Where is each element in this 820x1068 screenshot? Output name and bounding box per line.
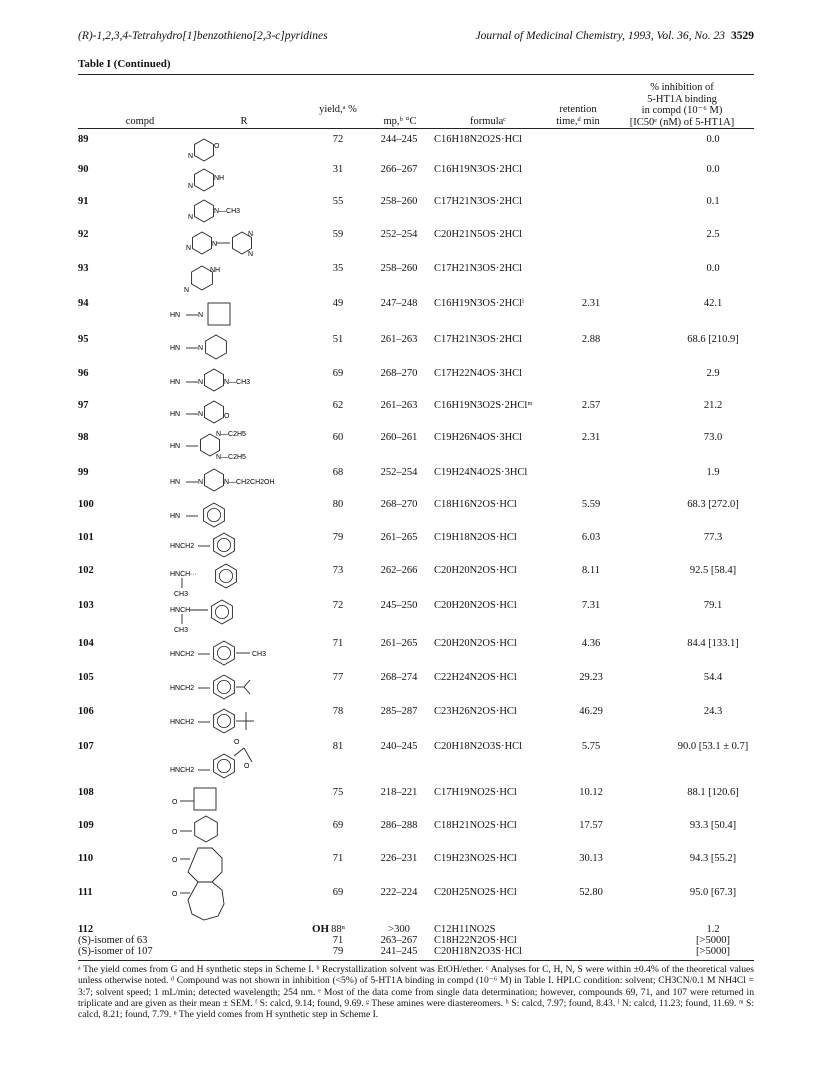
yield: 51 — [332, 334, 344, 345]
r-group-structure — [168, 636, 298, 666]
inhibition: 95.0 [67.3] — [689, 887, 737, 898]
svg-text:HNCH2: HNCH2 — [170, 719, 195, 726]
inhibition-line-1: % inhibition of — [650, 82, 714, 93]
col-header-compd: compd — [125, 116, 155, 127]
inhibition: 92.5 [58.4] — [689, 565, 737, 576]
compd-id: 107 — [78, 741, 94, 752]
retention-time: 2.31 — [581, 432, 601, 443]
yield: 78 — [332, 706, 344, 717]
svg-text:O: O — [172, 829, 178, 836]
svg-text:N: N — [198, 411, 204, 418]
svg-text:O: O — [224, 413, 230, 420]
structure-drawing — [168, 782, 298, 814]
col-header-retention: retention time,ᵈ min — [556, 104, 600, 127]
yield: 60 — [332, 432, 344, 443]
structure-drawing — [168, 228, 298, 258]
svg-text:HNCH2: HNCH2 — [170, 767, 195, 774]
formula: C19H23NO2S·HCl — [434, 853, 517, 864]
col-header-inhibition — [612, 82, 752, 128]
structure-drawing — [168, 297, 298, 329]
svg-text:NH: NH — [210, 267, 221, 274]
inhibition: 0.0 — [706, 134, 720, 145]
svg-text:N: N — [188, 183, 194, 190]
table-row — [78, 946, 754, 958]
retention-time: 7.31 — [581, 600, 601, 611]
structure-drawing — [168, 498, 298, 530]
formula: C18H16N2OS·HCl — [434, 499, 517, 510]
svg-text:N—C2H5: N—C2H5 — [216, 454, 246, 461]
r-group-structure — [168, 878, 298, 924]
formula: C18H22N2OS·HCl — [434, 935, 517, 946]
inhibition-line-4: [IC50ᵉ (nM) of 5-HT1A] — [629, 116, 735, 128]
inhibition: [>5000] — [696, 946, 730, 957]
svg-text:···: ··· — [190, 571, 197, 578]
melting-point: 252–254 — [380, 229, 418, 240]
compd-id: 98 — [78, 432, 89, 443]
structure-drawing — [168, 728, 298, 784]
svg-text:HN: HN — [170, 345, 181, 352]
melting-point: 244–245 — [380, 134, 418, 145]
melting-point: 285–287 — [380, 706, 418, 717]
compd-id: 92 — [78, 229, 89, 240]
compd-id: (S)-isomer of 107 — [78, 946, 153, 957]
melting-point: 258–260 — [380, 196, 418, 207]
compd-id: 99 — [78, 467, 89, 478]
retention-time: 46.29 — [579, 706, 603, 717]
compd-id: 90 — [78, 164, 89, 175]
svg-text:HN: HN — [170, 312, 181, 319]
svg-text:N—C2H5: N—C2H5 — [216, 431, 246, 438]
retention-time: 30.13 — [579, 853, 603, 864]
yield: 62 — [332, 400, 344, 411]
r-group-structure — [168, 197, 298, 225]
retention-time: 52.80 — [579, 887, 603, 898]
melting-point: 240–245 — [380, 741, 418, 752]
col-header-yield: yield,ᵃ % — [319, 104, 357, 115]
svg-text:N: N — [198, 312, 204, 319]
header-bottom-rule — [78, 128, 754, 129]
formula: C20H25NO2S·HCl — [434, 887, 517, 898]
inhibition: 2.9 — [706, 368, 720, 379]
formula: C16H18N2O2S·HCl — [434, 134, 523, 145]
svg-text:NH: NH — [214, 175, 225, 182]
yield: 88ⁿ — [331, 924, 345, 935]
formula: C19H24N4O2S·3HCl — [434, 467, 528, 478]
melting-point: 226–231 — [380, 853, 418, 864]
yield: 79 — [332, 946, 344, 957]
retention-time: 6.03 — [581, 532, 601, 543]
inhibition: [>5000] — [696, 935, 730, 946]
compd-id: 105 — [78, 672, 94, 683]
svg-text:N: N — [248, 251, 254, 258]
svg-text:HNCH: HNCH — [170, 607, 191, 614]
compd-id: 95 — [78, 334, 89, 345]
svg-text:CH3: CH3 — [252, 651, 267, 658]
inhibition: 24.3 — [703, 706, 723, 717]
melting-point: 247–248 — [380, 298, 418, 309]
structure-drawing — [168, 396, 298, 426]
r-group-structure — [168, 596, 298, 636]
inhibition: 1.9 — [706, 467, 720, 478]
retention-time: 2.57 — [581, 400, 601, 411]
yield: 79 — [332, 532, 344, 543]
table-title: Table I (Continued) — [78, 58, 171, 70]
formula: C22H24N2OS·HCl — [434, 672, 517, 683]
compd-id: 101 — [78, 532, 94, 543]
r-group-structure — [168, 728, 298, 784]
footnote-l: ˡ N: calcd, 11.23; found, 11.69. — [617, 997, 737, 1009]
svg-text:N—CH2CH2OH: N—CH2CH2OH — [224, 479, 275, 486]
melting-point: 258–260 — [380, 263, 418, 274]
journal-citation — [476, 30, 754, 42]
inhibition: 21.2 — [703, 400, 723, 411]
melting-point: 268–270 — [380, 499, 418, 510]
retention-time: 4.36 — [581, 638, 601, 649]
inhibition: 77.3 — [703, 532, 723, 543]
r-group-structure — [168, 560, 298, 600]
r-group-structure — [168, 262, 298, 294]
r-group-structure — [168, 670, 298, 700]
svg-text:N: N — [198, 345, 204, 352]
yield: 35 — [332, 263, 344, 274]
r-group-structure — [168, 330, 298, 362]
retention-time: 2.31 — [581, 298, 601, 309]
structure-drawing — [168, 812, 298, 844]
compd-id: 102 — [78, 565, 94, 576]
footnote-c: ᶜ Analyses for C, H, N, S were within ±0.4% of the theoretical values unless otherwise noted. — [78, 964, 754, 987]
table-bottom-rule — [78, 960, 754, 961]
inhibition: 1.2 — [706, 924, 720, 935]
yield: 59 — [332, 229, 344, 240]
yield: 69 — [332, 820, 344, 831]
yield: 81 — [332, 741, 344, 752]
structure-drawing — [168, 364, 298, 394]
melting-point: 262–266 — [380, 565, 418, 576]
svg-text:CH3: CH3 — [174, 627, 189, 634]
melting-point: 261–265 — [380, 638, 418, 649]
retention-time: 10.12 — [579, 787, 603, 798]
inhibition: 93.3 [50.4] — [689, 820, 737, 831]
compd-id: 91 — [78, 196, 89, 207]
yield: 55 — [332, 196, 344, 207]
inhibition-line-3: in compd (10⁻⁶ M) — [641, 105, 723, 116]
compd-id: 111 — [78, 887, 93, 898]
inhibition: 94.3 [55.2] — [689, 853, 737, 864]
structure-drawing — [168, 330, 298, 362]
compd-id: 109 — [78, 820, 94, 831]
r-group-structure — [168, 498, 298, 530]
compd-id: 89 — [78, 134, 89, 145]
inhibition: 84.4 [133.1] — [687, 638, 739, 649]
compd-id: 94 — [78, 298, 89, 309]
inhibition-line-2: 5-HT1A binding — [647, 93, 717, 105]
col-header-r: R — [240, 116, 248, 127]
structure-drawing — [168, 166, 298, 194]
formula: C20H20N2OS·HCl — [434, 600, 517, 611]
structure-drawing — [168, 197, 298, 225]
structure-drawing — [168, 636, 298, 666]
yield: 68 — [332, 467, 344, 478]
melting-point: 286–288 — [380, 820, 418, 831]
inhibition: 88.1 [120.6] — [687, 787, 739, 798]
formula: C16H19N3O2S·2HClᵐ — [434, 400, 533, 411]
structure-drawing — [168, 428, 298, 462]
r-group-structure — [168, 297, 298, 329]
formula: C17H21N3OS·2HCl — [434, 334, 523, 345]
r-group-structure — [168, 136, 298, 164]
compd-id: 106 — [78, 706, 94, 717]
svg-text:O: O — [172, 799, 178, 806]
table-top-rule — [78, 74, 754, 75]
formula: C16H19N3OS·2HClˡ — [434, 298, 524, 309]
compd-id: 93 — [78, 263, 89, 274]
compd-id: 96 — [78, 368, 89, 379]
formula: C20H20N2OS·HCl — [434, 638, 517, 649]
structure-drawing — [168, 464, 298, 494]
melting-point: 218–221 — [380, 787, 418, 798]
formula: C19H18N2OS·HCl — [434, 532, 517, 543]
formula: C20H20N2OS·HCl — [434, 565, 517, 576]
svg-text:HN: HN — [170, 411, 181, 418]
yield: 80 — [332, 499, 344, 510]
svg-text:N—CH3: N—CH3 — [214, 208, 241, 215]
melting-point: 268–274 — [380, 672, 418, 683]
svg-text:N: N — [186, 245, 192, 252]
compd-id: 110 — [78, 853, 94, 864]
yield: 72 — [332, 600, 344, 611]
svg-text:HNCH: HNCH — [170, 571, 191, 578]
compd-id: (S)-isomer of 63 — [78, 935, 148, 946]
formula: C16H19N3OS·2HCl — [434, 164, 523, 175]
retention-time: 5.75 — [581, 741, 601, 752]
svg-text:O: O — [244, 763, 250, 770]
compd-id: 112 — [78, 924, 94, 935]
svg-text:HN: HN — [170, 513, 181, 520]
melting-point: 261–263 — [380, 400, 418, 411]
formula: C19H26N4OS·3HCl — [434, 432, 523, 443]
retention-time: 29.23 — [579, 672, 603, 683]
r-group-structure — [168, 396, 298, 426]
r-group-structure — [168, 782, 298, 814]
r-group-structure — [168, 228, 298, 258]
running-title: (R)-1,2,3,4-Tetrahydro[1]benzothieno[2,3-c]pyridines — [78, 30, 328, 42]
yield: 31 — [332, 164, 344, 175]
col-header-mp: mp,ᵇ °C — [383, 116, 417, 127]
retention-time: 8.11 — [582, 565, 600, 576]
svg-text:HN: HN — [170, 479, 181, 486]
melting-point: 222–224 — [380, 887, 418, 898]
structure-drawing — [168, 528, 298, 560]
melting-point: 263–267 — [380, 935, 418, 946]
footnote-h: ʰ S: calcd, 7.97; found, 8.43. — [505, 997, 616, 1009]
svg-text:HNCH2: HNCH2 — [170, 651, 195, 658]
inhibition: 68.3 [272.0] — [687, 499, 739, 510]
yield: 71 — [332, 935, 344, 946]
melting-point: 268–270 — [380, 368, 418, 379]
formula: C17H22N4OS·3HCl — [434, 368, 523, 379]
table-footnotes — [78, 964, 754, 1020]
yield: 72 — [332, 134, 344, 145]
page-header — [78, 30, 754, 46]
col-header-formula: formulaᶜ — [470, 116, 506, 127]
compd-id: 103 — [78, 600, 94, 611]
melting-point: 266–267 — [380, 164, 418, 175]
inhibition: 0.0 — [706, 263, 720, 274]
r-group-structure — [168, 464, 298, 494]
svg-text:N: N — [198, 479, 204, 486]
compd-id: 108 — [78, 787, 94, 798]
svg-text:HN: HN — [170, 443, 181, 450]
retention-time: 2.88 — [581, 334, 601, 345]
structure-drawing — [168, 262, 298, 294]
journal-name: Journal of Medicinal Chemistry, 1993, Vol. 36, No. 23 — [475, 30, 725, 42]
footnote-e: ᵉ Most of the data come from single data determination; however, compounds 69, 71, and 107 were returned in triplicate and are given as their mean ± SEM. — [78, 986, 754, 1009]
inhibition: 0.0 — [706, 164, 720, 175]
footnote-f: ᶠ S: calcd, 9.14; found, 9.69. — [255, 997, 364, 1009]
yield: 75 — [332, 787, 344, 798]
footnote-b: ᵇ Recrystallization solvent was EtOH/ether. — [316, 964, 484, 975]
svg-text:N: N — [184, 287, 190, 294]
structure-drawing — [168, 136, 298, 164]
svg-text:O: O — [172, 857, 178, 864]
formula: C12H11NO2S — [434, 924, 496, 935]
svg-text:N: N — [198, 379, 204, 386]
r-group-structure — [168, 528, 298, 560]
formula: C17H21N3OS·2HCl — [434, 196, 523, 207]
yield: 71 — [332, 853, 344, 864]
yield: 69 — [332, 368, 344, 379]
svg-text:N: N — [248, 231, 254, 238]
r-group-structure — [168, 812, 298, 844]
inhibition: 68.6 [210.9] — [687, 334, 739, 345]
inhibition: 90.0 [53.1 ± 0.7] — [677, 741, 749, 752]
formula: C18H21NO2S·HCl — [434, 820, 517, 831]
r-group-structure — [168, 364, 298, 394]
formula: C17H19NO2S·HCl — [434, 787, 517, 798]
r-group-structure — [168, 166, 298, 194]
melting-point: 261–265 — [380, 532, 418, 543]
svg-text:CH3: CH3 — [174, 591, 189, 598]
inhibition: 42.1 — [703, 298, 723, 309]
melting-point: 260–261 — [380, 432, 418, 443]
melting-point: 245–250 — [380, 600, 418, 611]
page-number: 3529 — [731, 30, 754, 42]
structure-drawing — [168, 596, 298, 636]
footnote-a: ᵃ The yield comes from G and H synthetic steps in Scheme I. — [78, 964, 314, 975]
yield: 77 — [332, 672, 344, 683]
svg-text:O: O — [214, 143, 220, 150]
svg-text:N: N — [212, 241, 218, 248]
inhibition: 2.5 — [706, 229, 720, 240]
inhibition: 79.1 — [703, 600, 723, 611]
footnote-n: ⁿ The yield comes from H synthetic step in Scheme I. — [173, 1009, 379, 1021]
compd-id: 97 — [78, 400, 89, 411]
svg-text:N—CH3: N—CH3 — [224, 379, 251, 386]
compd-id: 100 — [78, 499, 94, 510]
structure-drawing — [168, 670, 298, 700]
yield: 71 — [332, 638, 344, 649]
svg-text:O: O — [234, 739, 240, 746]
svg-text:N: N — [188, 214, 194, 221]
melting-point: 241–245 — [380, 946, 418, 957]
formula: C20H21N5OS·2HCl — [434, 229, 523, 240]
structure-drawing — [168, 560, 298, 600]
yield: 73 — [332, 565, 344, 576]
footnote-m: ᵐ S: calcd, 8.21; found, 7.79. — [78, 997, 755, 1021]
footnote-d: ᵈ Compound was not shown in inhibition (<5%) of 5-HT1A binding in compd (10⁻⁶ M) in Table I. HPLC condition: solvent; CH3CN/0.1 M NH4Cl = 3:7; solvent speed; 1 mL/min; detected wavelength; 254 nm. — [78, 975, 754, 998]
r-group-structure — [168, 428, 298, 462]
retention-time: 5.59 — [581, 499, 601, 510]
inhibition: 0.1 — [706, 196, 720, 207]
inhibition: 54.4 — [703, 672, 723, 683]
svg-text:N: N — [188, 153, 194, 160]
formula: C20H18N2O3S·HCl — [434, 741, 523, 752]
inhibition: 73.0 — [703, 432, 723, 443]
compd-id: 104 — [78, 638, 94, 649]
footnote-g: ᵍ These amines were diastereomers. — [366, 997, 504, 1009]
formula: C17H21N3OS·2HCl — [434, 263, 523, 274]
melting-point: >300 — [388, 924, 410, 935]
retention-time: 17.57 — [579, 820, 603, 831]
structure-drawing — [168, 878, 298, 924]
yield: 49 — [332, 298, 344, 309]
r-group: OH — [312, 923, 330, 935]
melting-point: 261–263 — [380, 334, 418, 345]
formula: C23H26N2OS·HCl — [434, 706, 517, 717]
svg-text:HNCH2: HNCH2 — [170, 685, 195, 692]
svg-text:HNCH2: HNCH2 — [170, 543, 195, 550]
svg-text:O: O — [172, 891, 178, 898]
svg-text:HN: HN — [170, 379, 181, 386]
melting-point: 252–254 — [380, 467, 418, 478]
yield: 69 — [332, 887, 344, 898]
formula: C20H18N2O3S·HCl — [434, 946, 523, 957]
